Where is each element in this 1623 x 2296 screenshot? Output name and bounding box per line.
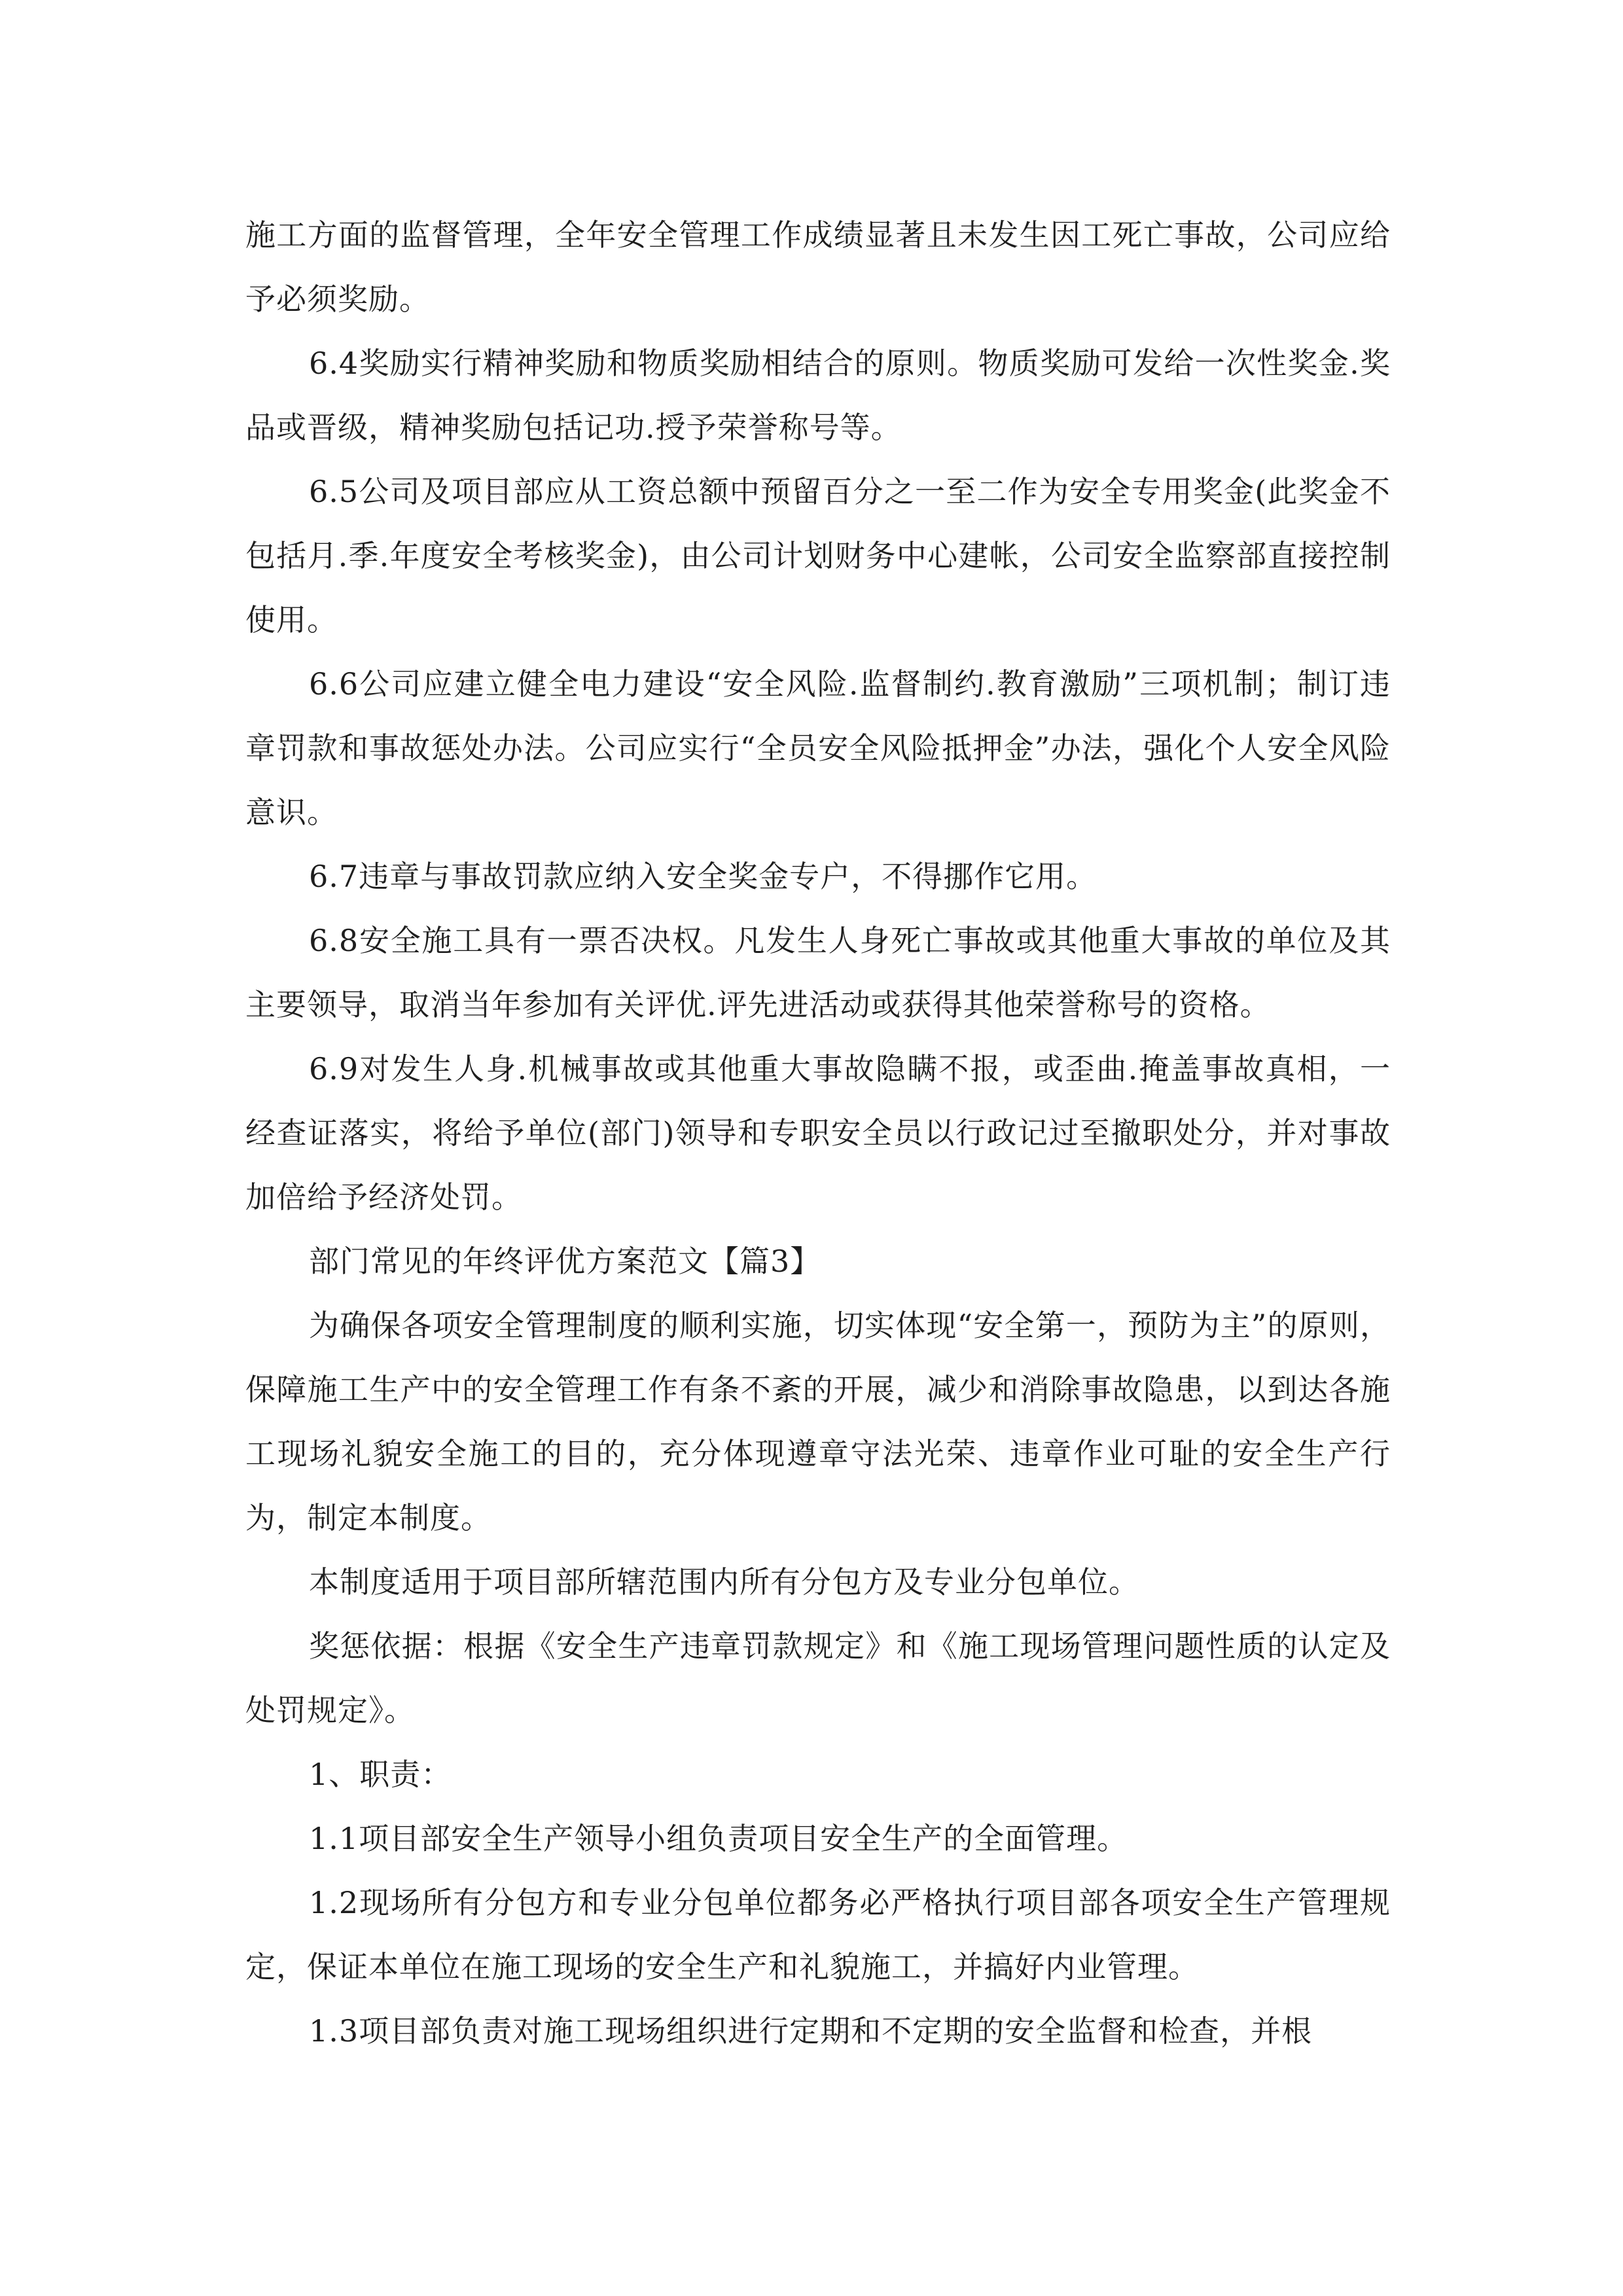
paragraph-9: 为确保各项安全管理制度的顺利实施，切实体现“安全第一，预防为主”的原则，保障施工生产中的安全管理工作有条不紊的开展，减少和消除事故隐患，以到达各施工现场礼貌安全施工的目的，充分体现遵章守法光荣、违章作业可耻的安全生产行为，制定本制度。 [245,1308,1391,1535]
paragraph-14: 1.2现场所有分包方和专业分包单位都务必严格执行项目部各项安全生产管理规定，保证本单位在施工现场的安全生产和礼貌施工，并搞好内业管理。 [245,1885,1391,1984]
paragraph-3: 6.5公司及项目部应从工资总额中预留百分之一至二作为安全专用奖金(此奖金不包括月.季.年度安全考核奖金)，由公司计划财务中心建帐，公司安全监察部直接控制使用。 [245,474,1391,637]
paragraph-2: 6.4奖励实行精神奖励和物质奖励相结合的原则。物质奖励可发给一次性奖金.奖品或晋级，精神奖励包括记功.授予荣誉称号等。 [245,346,1391,445]
paragraph-13: 1.1项目部安全生产领导小组负责项目安全生产的全面管理。 [309,1821,1128,1856]
document-body [245,203,1391,2063]
section-heading: 部门常见的年终评优方案范文【篇3】 [309,1244,821,1279]
paragraph-7: 6.9对发生人身.机械事故或其他重大事故隐瞒不报，或歪曲.掩盖事故真相，一经查证落实，将给予单位(部门)领导和专职安全员以行政记过至撤职处分，并对事故加倍给予经济处罚。 [245,1051,1391,1215]
paragraph-15: 1.3项目部负责对施工现场组织进行定期和不定期的安全监督和检查，并根 [309,2013,1313,2049]
paragraph-4: 6.6公司应建立健全电力建设“安全风险.监督制约.教育激励”三项机制；制订违章罚款和事故惩处办法。公司应实行“全员安全风险抵押金”办法，强化个人安全风险意识。 [245,666,1391,830]
paragraph-5: 6.7违章与事故罚款应纳入安全奖金专户，不得挪作它用。 [309,859,1097,894]
paragraph-10: 本制度适用于项目部所辖范围内所有分包方及专业分包单位。 [309,1564,1139,1600]
paragraph-6: 6.8安全施工具有一票否决权。凡发生人身死亡事故或其他重大事故的单位及其主要领导，取消当年参加有关评优.评先进活动或获得其他荣誉称号的资格。 [245,923,1391,1022]
paragraph-1: 施工方面的监督管理，全年安全管理工作成绩显著且未发生因工死亡事故，公司应给予必须奖励。 [245,217,1391,317]
paragraph-12: 1、职责： [309,1757,452,1792]
paragraph-11: 奖惩依据：根据《安全生产违章罚款规定》和《施工现场管理问题性质的认定及处罚规定》。 [245,1628,1391,1728]
